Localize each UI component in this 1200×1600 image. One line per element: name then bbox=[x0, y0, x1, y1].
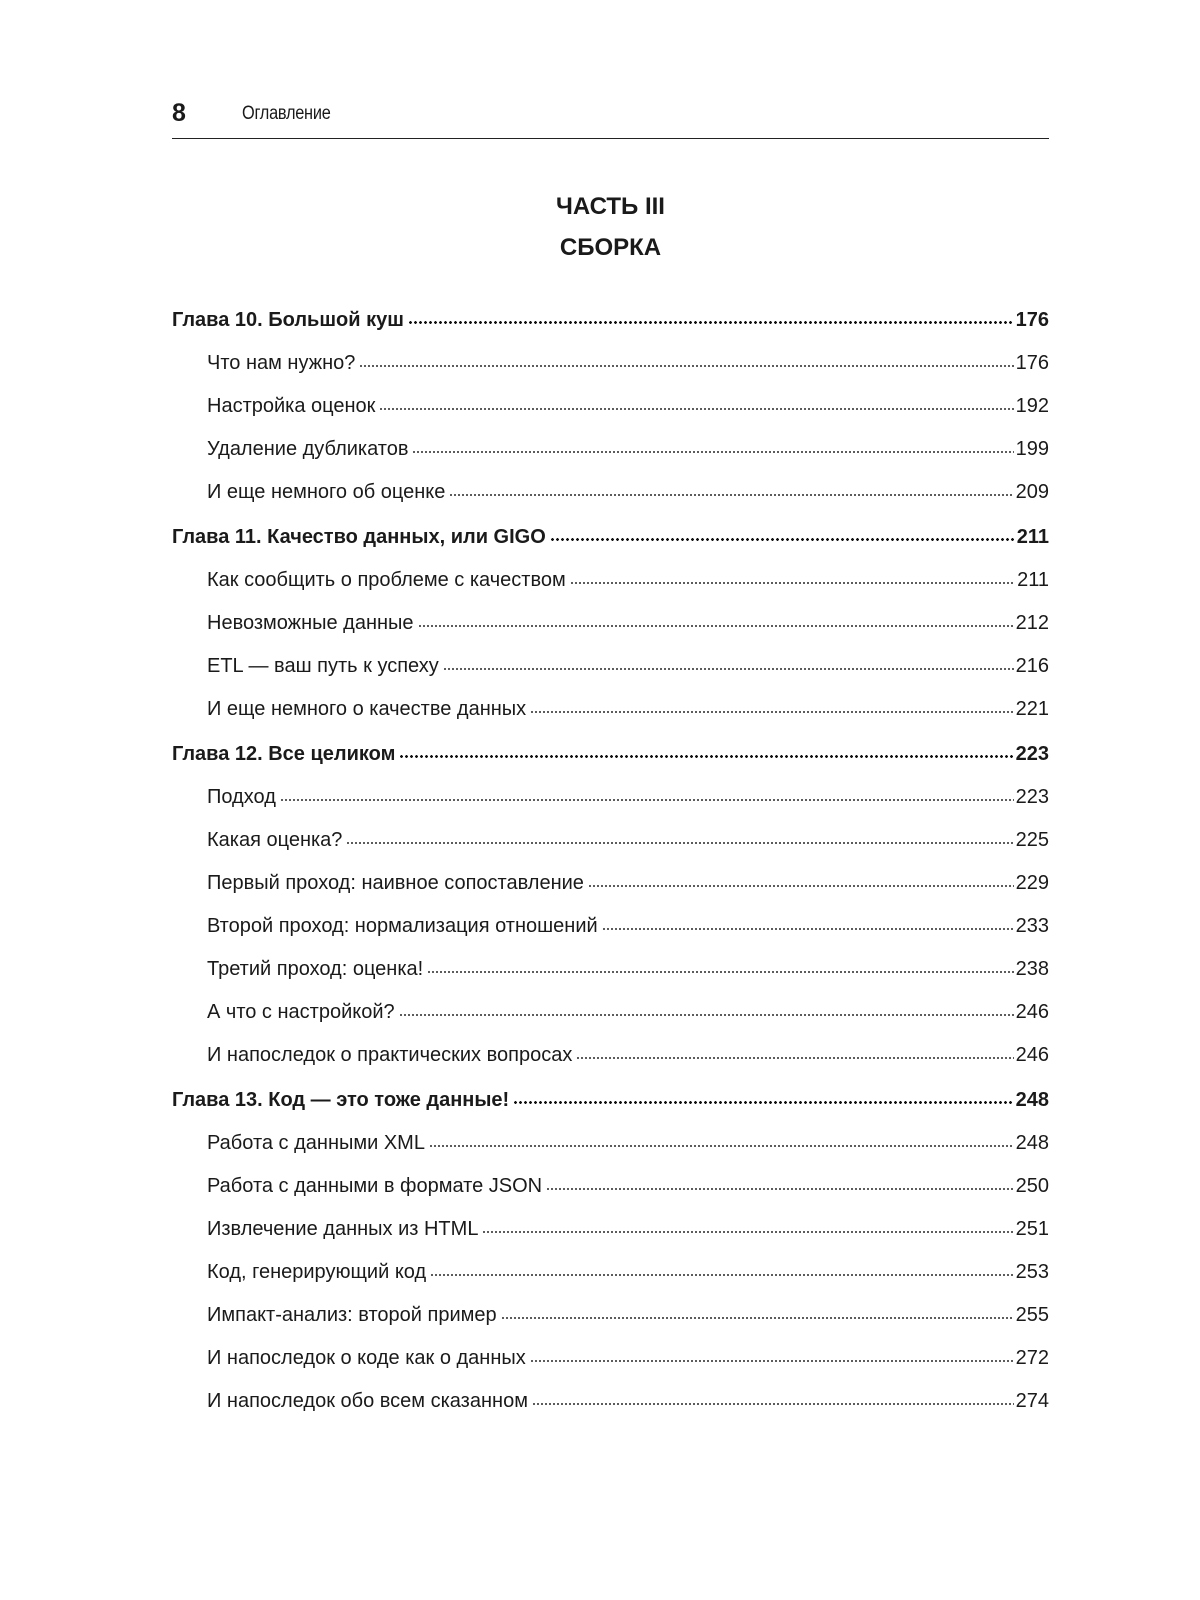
toc-section-entry bbox=[172, 1299, 1049, 1331]
dot-leader bbox=[576, 1056, 1013, 1060]
toc-chapter-entry-page: 176 bbox=[1015, 309, 1049, 331]
toc-section-entry-title: Первый проход: наивное сопоставление bbox=[207, 872, 584, 894]
dot-leader bbox=[602, 927, 1014, 931]
toc-chapter-entry bbox=[172, 1084, 1049, 1116]
toc-chapter bbox=[172, 1084, 1049, 1417]
toc-chapter bbox=[172, 521, 1049, 725]
toc-section-entry bbox=[172, 390, 1049, 422]
dot-leader bbox=[588, 884, 1014, 888]
toc-section-entry-title: Импакт-анализ: второй пример bbox=[207, 1304, 497, 1326]
dot-leader bbox=[418, 624, 1014, 628]
dot-leader bbox=[513, 1100, 1013, 1105]
toc-section-entry bbox=[172, 607, 1049, 639]
dot-leader bbox=[429, 1144, 1014, 1148]
toc-section-entry bbox=[172, 867, 1049, 899]
dot-leader bbox=[501, 1316, 1014, 1320]
toc-section-entry-title: Работа с данными XML bbox=[207, 1132, 425, 1154]
toc-section-entry-page: 212 bbox=[1015, 612, 1049, 634]
dot-leader bbox=[443, 667, 1014, 671]
toc-section-entry-title: А что с настройкой? bbox=[207, 1001, 395, 1023]
dot-leader bbox=[449, 493, 1013, 497]
toc-section-entry-title: Третий проход: оценка! bbox=[207, 958, 424, 980]
toc-section-entry bbox=[172, 1385, 1049, 1417]
dot-leader bbox=[427, 970, 1013, 974]
toc-section-entry-title: И еще немного о качестве данных bbox=[207, 698, 527, 720]
part-number: ЧАСТЬ III bbox=[556, 193, 665, 220]
toc-section-entry bbox=[172, 910, 1049, 942]
toc-chapter-entry-title: Глава 10. Большой куш bbox=[172, 309, 404, 331]
toc-section-entry-title: Как сообщить о проблеме с качеством bbox=[207, 569, 566, 591]
toc-section-entry-page: 199 bbox=[1015, 438, 1049, 460]
toc-section-entry bbox=[172, 1127, 1049, 1159]
dot-leader bbox=[359, 364, 1013, 368]
toc-section-entry bbox=[172, 1039, 1049, 1071]
toc-section-entry-title: И напоследок о коде как о данных bbox=[207, 1347, 526, 1369]
toc-section-entry-page: 192 bbox=[1015, 395, 1049, 417]
toc-section-entry bbox=[172, 824, 1049, 856]
toc-chapter-entry-page: 248 bbox=[1015, 1089, 1049, 1111]
toc-section-entry-page: 272 bbox=[1015, 1347, 1049, 1369]
toc-section-entry-page: 223 bbox=[1015, 786, 1049, 808]
toc-section-entry-title: Код, генерирующий код bbox=[207, 1261, 427, 1283]
toc-section-entry-title: Что нам нужно? bbox=[207, 352, 356, 374]
toc-section-entry-page: 246 bbox=[1015, 1044, 1049, 1066]
toc-section-entry-page: 211 bbox=[1017, 569, 1049, 591]
toc-section-entry bbox=[172, 1342, 1049, 1374]
toc-section-entry-title: Удаление дубликатов bbox=[207, 438, 409, 460]
toc-section-entry-page: 255 bbox=[1015, 1304, 1049, 1326]
toc-section-entry-page: 274 bbox=[1015, 1390, 1049, 1412]
toc-section-entry-page: 246 bbox=[1015, 1001, 1049, 1023]
toc-chapter-entry-title: Глава 11. Качество данных, или GIGO bbox=[172, 526, 546, 548]
dot-leader bbox=[530, 1359, 1014, 1363]
toc-section-entry bbox=[172, 564, 1049, 596]
dot-leader bbox=[280, 798, 1014, 802]
toc-section-entry-title: Подход bbox=[207, 786, 276, 808]
toc-chapter-entry bbox=[172, 304, 1049, 336]
toc-chapter-entry bbox=[172, 521, 1049, 553]
toc-section-entry-title: И напоследок обо всем сказанном bbox=[207, 1390, 528, 1412]
toc-section-entry bbox=[172, 996, 1049, 1028]
toc-chapter bbox=[172, 738, 1049, 1071]
toc-chapter-entry-page: 211 bbox=[1016, 526, 1049, 548]
toc-section-entry bbox=[172, 953, 1049, 985]
toc-section-entry-page: 216 bbox=[1015, 655, 1049, 677]
dot-leader bbox=[430, 1273, 1013, 1277]
toc-section-entry-page: 250 bbox=[1015, 1175, 1049, 1197]
dot-leader bbox=[546, 1187, 1014, 1191]
toc-section-entry bbox=[172, 476, 1049, 508]
toc-section-entry-title: И еще немного об оценке bbox=[207, 481, 446, 503]
dot-leader bbox=[399, 1013, 1014, 1017]
toc-section-entry-page: 253 bbox=[1015, 1261, 1049, 1283]
toc-section-entry-title: И напоследок о практических вопросах bbox=[207, 1044, 573, 1066]
table-of-contents bbox=[172, 304, 1049, 1430]
dot-leader bbox=[379, 407, 1013, 411]
toc-section-entry-title: Настройка оценок bbox=[207, 395, 376, 417]
toc-section-entry bbox=[172, 693, 1049, 725]
toc-section-entry bbox=[172, 433, 1049, 465]
toc-section-entry bbox=[172, 1170, 1049, 1202]
dot-leader bbox=[399, 754, 1013, 759]
toc-section-entry-page: 225 bbox=[1015, 829, 1049, 851]
toc-section-entry bbox=[172, 347, 1049, 379]
toc-section-entry-title: Работа с данными в формате JSON bbox=[207, 1175, 543, 1197]
dot-leader bbox=[530, 710, 1013, 714]
dot-leader bbox=[550, 537, 1015, 542]
toc-chapter-entry-title: Глава 12. Все целиком bbox=[172, 743, 396, 765]
dot-leader bbox=[532, 1402, 1014, 1406]
toc-section-entry-title: Какая оценка? bbox=[207, 829, 343, 851]
toc-section-entry-title: Невозможные данные bbox=[207, 612, 414, 634]
toc-chapter-entry-title: Глава 13. Код — это тоже данные! bbox=[172, 1089, 510, 1111]
dot-leader bbox=[570, 581, 1015, 585]
toc-section-entry bbox=[172, 650, 1049, 682]
toc-section-entry bbox=[172, 781, 1049, 813]
toc-section-entry-title: Извлечение данных из HTML bbox=[207, 1218, 479, 1240]
toc-section-entry bbox=[172, 1213, 1049, 1245]
toc-section-entry-page: 176 bbox=[1015, 352, 1049, 374]
toc-chapter-entry-page: 223 bbox=[1015, 743, 1049, 765]
toc-section-entry-page: 209 bbox=[1015, 481, 1049, 503]
toc-section-entry-page: 251 bbox=[1015, 1218, 1049, 1240]
toc-section-entry bbox=[172, 1256, 1049, 1288]
dot-leader bbox=[482, 1230, 1013, 1234]
toc-section-entry-page: 238 bbox=[1015, 958, 1049, 980]
dot-leader bbox=[408, 320, 1014, 325]
toc-section-entry-page: 221 bbox=[1015, 698, 1049, 720]
toc-section-entry-title: ETL — ваш путь к успеху bbox=[207, 655, 439, 677]
toc-section-entry-page: 248 bbox=[1015, 1132, 1049, 1154]
running-head bbox=[172, 98, 1049, 139]
toc-section-entry-title: Второй проход: нормализация отношений bbox=[207, 915, 598, 937]
toc-section-entry-page: 229 bbox=[1015, 872, 1049, 894]
toc-chapter-entry bbox=[172, 738, 1049, 770]
part-title: СБОРКА bbox=[559, 234, 662, 261]
page-number: 8 bbox=[172, 99, 186, 127]
dot-leader bbox=[346, 841, 1013, 845]
toc-section-entry-page: 233 bbox=[1015, 915, 1049, 937]
toc-chapter bbox=[172, 304, 1049, 508]
dot-leader bbox=[412, 450, 1013, 454]
running-title: Оглавление bbox=[242, 103, 331, 124]
